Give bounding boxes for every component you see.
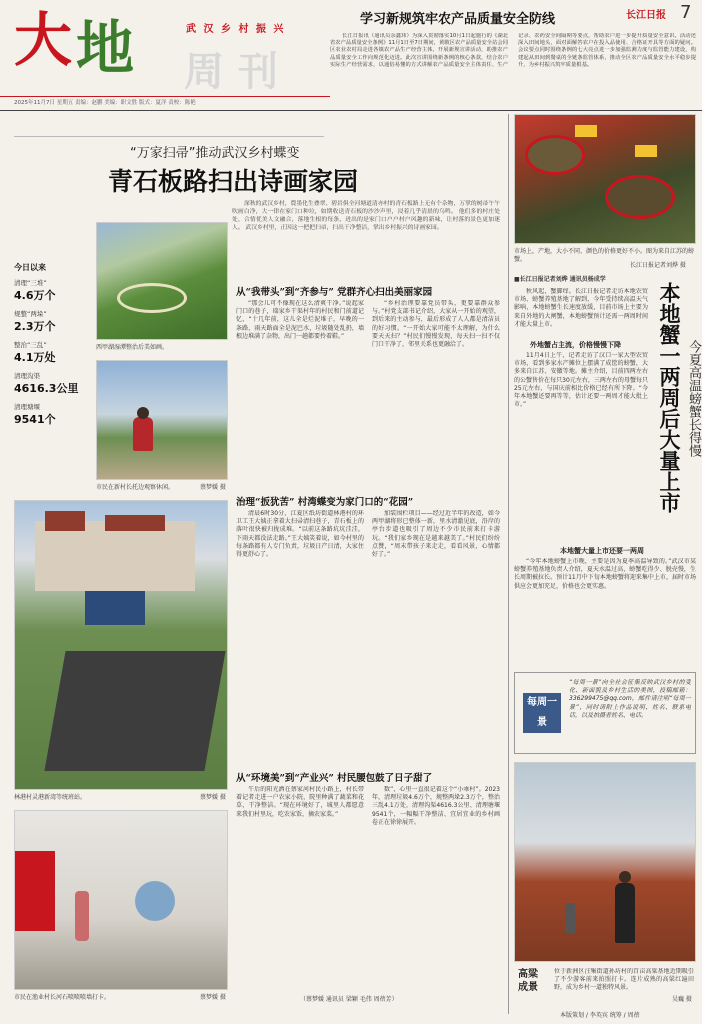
aerial-photo [96,222,228,340]
section2-col2: 加装围栏项目——经过近半年的改造，如今两甲湖将形已整体一新，里水清澈见底，沿岸的亭台步道也吸引了周边不少市民前来打卡游玩。“我们家乡现在是越来越美了。”村民们纷纷点赞，“周末带孩子来走走，看看风景，心情都好了。” [372,510,500,559]
sorghum-text: 位于新洲区汪集街道孙坊村的百亩高粱基地近期吸引了不少游客前来拍照打卡。连片成熟的高粱红遍田野，成为乡村一道独特风景。 [554,968,694,992]
footer-tag: 本版策划 / 李英宾 统筹 / 周蓓 [560,1012,640,1019]
lead-intro: 深秋的武汉乡村，農墨化生叠翠、碧岩俱全河塘道清亦村的青石板路上无有个杂物，万掌的树帚午午吹画白净，大一律在家门口种垃，如期收送青石板的沙沙声里，浸着几乎清晨的乌鸣。 他们多的村庄处处，合情优美人文融合，落地生根的每条，迸出的是家门口户户村户风趣的新味，让村落的景色更加迷人。 武汉乡村里，正因这一把把扫帚，扫出干净整洁，掌出乡村振兴的诗画家园。 [232,201,500,231]
stat-item [14,371,84,396]
stat-label: 规整“两垛” [14,310,47,318]
crab-credit: 长江日报记者刘烨 摄 [630,262,686,269]
section3-col2: 数”，心里一直很记着这个“小乖村”。2023年，清理垃圾4.6万个，规整两垛2.3万个，整治三乱4.1万处，清理沟渠4616.3公里、清理塘堰9541个，一幅幅干净整洁、宜居宜业的乡村画卷正在徐徐展开。 [372,786,500,826]
sorghum-title: 高粱成景 [518,969,538,993]
stat-value: 9541个 [14,413,56,426]
weekly-scene-text: “每周一景”向全社会征集反映武汉乡村的变化、新面貌及乡村生活的美图，投稿邮箱：336299475@qq.com，邮件请注明“每周一景”，同时请附上作品说明、姓名、联系电话，以及拍摄者姓名、电话。 [569,679,691,719]
village-credit: 蔡梦媛 摄 [200,794,226,801]
stat-item [14,309,84,334]
page-number: 7 [680,2,692,23]
section1-col2: “乡村治理要靠党员带头，更要靠群众参与。”村党支部书记介绍，大家从一开始的观望，到后来的主动参与，最后形成了人人都是清洁员的好习惯。“一开始大家可能不太理解，为什么要天天扫？”村民们慢慢发现，每天扫一扫不仅门口干净了，邻里关系也更融洽了。 [372,300,500,349]
right-body2: 11月4日上午，记者走访了汉口一家大型农贸市场，看到多家水产摊位上摆满了成筐的螃蟹，大多来自江苏、安徽等地。摊主介绍，目前四两左右的公蟹售价在每只30元左右，三两左右的母蟹每只25元左右，与国庆前相比价格已经有所下降。“今年本地蟹还要再等等，估计还要一两周才能大批上市。” [514,352,648,409]
village-photo [14,500,228,790]
masthead-title-da: 大 [14,6,73,74]
stat-item [14,278,84,303]
weekly-scene-label: 每周一景 [523,693,561,733]
stat-value: 4.6万个 [14,289,56,302]
right-sub1: 外地蟹占主流，价格慢慢下降 [530,341,621,349]
right-headline: 本地蟹一两周后大量上市 [657,282,682,513]
mural-caption: 市民在渔业村长河石喷喷喷墙打卡。 [14,994,111,1001]
stat-item [14,402,84,427]
section3-col1: 午后的阳光洒在蔡家河村民小路上，村长带着记者走进一户农家小院，院里种满了蔬菜和花草，干净整洁。“现在环境好了，城里人都愿意来我们村里玩，吃农家饭、摘农家菜。” [236,786,364,818]
crab-market-photo [514,114,696,244]
mural-credit: 蔡梦媛 摄 [200,994,226,1001]
section3-heading: 从“环境美”到“产业兴” 村民腰包鼓了日子甜了 [236,773,433,784]
section1-col1: “那会儿可不像现在这么清爽干净。”说起家门口的巷子，瑞家乡干渠村年的村民和门前道记忆，“十几年前，这儿全是烂泥堆子，早晚的一条路，雨天路面全是泥巴水，垃圾随处乱扔，墙根边堆满了杂物，出门一趟都要拎着鞋。” [236,300,364,340]
stats-box [14,262,84,462]
stat-label: 清理沟渠 [14,372,40,380]
stat-label: 整治“三乱” [14,341,47,349]
top-article-body: 长江日报讯（通讯员余鑫玮）为深入贯彻落实10月1日起施行的《湖北省农产品质量安全条例》11月1日至7日期间，黄陂区农产品质量安全站会同区农业农村局走进各镇农产品生产经营主体，开展新规宣讲活动，助推农产品质量安全工作向规范化迈进。此次宣讲围绕新条例的核心条款，结合农户实际生产经营需求，以通俗易懂的方式讲解农产品质量安全主体责任、生产记录、农药安全间隔期等要点，帮助农户进一步提升质量安全意识。活动还深入田间地头，面对面解答农户在投入品使用、合格证开具等方面的疑问。会议要点同时围绕条例的七大亮点进一步加强监测力度与监管能力建设，构建起从田间到餐桌的全链条监管体系，推动全区农产品质量安全水平稳步提升，为乡村振兴筑牢质量根基。 [330,33,696,68]
aerial-caption: 西甲湖湿潭整治后美如画。 [96,344,169,351]
stat-value: 2.3万个 [14,320,56,333]
right-sub2: 本地蟹大量上市还要一两周 [560,547,644,555]
section1-heading: 从“我带头”到“齐参与” 党群齐心扫出美丽家园 [236,287,433,298]
date-line: 2025年11月7日 星期五 责编：赵鹏 美编：职文胜 版式：夏洋 责校：陈艳 [14,100,196,106]
lead-kicker: “万家扫帚”推动武汉乡村蝶变 [130,146,300,161]
lead-headline: 青石板路扫出诗画家园 [108,167,359,196]
stat-value: 4616.3公里 [14,382,79,395]
sorghum-credit: 吴巍 摄 [672,996,692,1003]
village-caption: 林港村灵港新湾等统班站。 [14,794,87,801]
villager-caption: 市民在新村长托边观察休闲。 [96,484,175,491]
masthead-title-di: 地 [76,14,135,82]
paper-name: 长江日报 [626,10,666,21]
stat-label: 清理塘堰 [14,403,40,411]
right-body3: “今年本地螃蟹上市晚，主要是因为夏季高温导致的。”武汉市某螃蟹养殖基地负责人介绍，夏天水温过高，螃蟹吃得少、脱壳慢，生长周期被拉长。预计11月中下旬本地螃蟹将迎来集中上市，届时市场供应会更加充足，价格也会更实惠。 [514,558,696,590]
villager-photo [96,360,228,480]
stat-value: 4.1万处 [14,351,56,364]
sorghum-photo [514,762,696,962]
stat-item [14,340,84,365]
right-subhead: 今夏高温螃蟹长得慢 [686,340,701,457]
masthead-title-kan: 刊 [238,49,278,95]
byline: （蔡梦媛 通讯员 梁颖 毛伟 周蓓芳） [300,996,398,1003]
stat-label: 清理“三堆” [14,279,47,287]
top-article-headline: 学习新规筑牢农产品质量安全防线 [360,12,556,27]
right-dateline: ■长江日报记者刘烨 通讯员杨成学 [514,276,606,283]
crab-caption: 市场上，产地，大小不同、颜色的价格更好不小。图为来自江苏的螃蟹。 [514,248,695,263]
top-article [330,8,696,100]
weekly-scene-box [514,672,696,754]
masthead-slogan: 武 汉 乡 村 振 兴 [186,24,286,35]
right-body1: 秋风起，蟹脚痒。长江日报记者走访本地农贸市场、螃蟹养殖基地了解到，今年受持续高温天气影响，本地螃蟹生长速度放缓，目前市场上主要为来自外地的大闸蟹，本地螃蟹预计还需一两周时间才能大量上市。 [514,288,648,328]
villager-credit: 蔡梦媛 摄 [200,484,226,491]
mural-photo [14,810,228,990]
masthead-title-zhou: 周 [184,49,224,95]
stats-header: 今日以来 [14,263,46,272]
section2-col1: 清晨6时30分，江夏区纸坊街道林港村的环卫工王大姨正拿着大扫帚清扫巷子，青石板上的落叶很快被归拢成堆。“以前这条路坑坑洼洼，下雨天都没法走路。”王大姨笑着说，如今村里的每条路都有人专门负责，垃圾日产日清，大家住得更舒心了。 [236,510,364,559]
section2-heading: 治理“扳犹苦” 村湾蝶变为家门口的“花园” [236,497,414,508]
